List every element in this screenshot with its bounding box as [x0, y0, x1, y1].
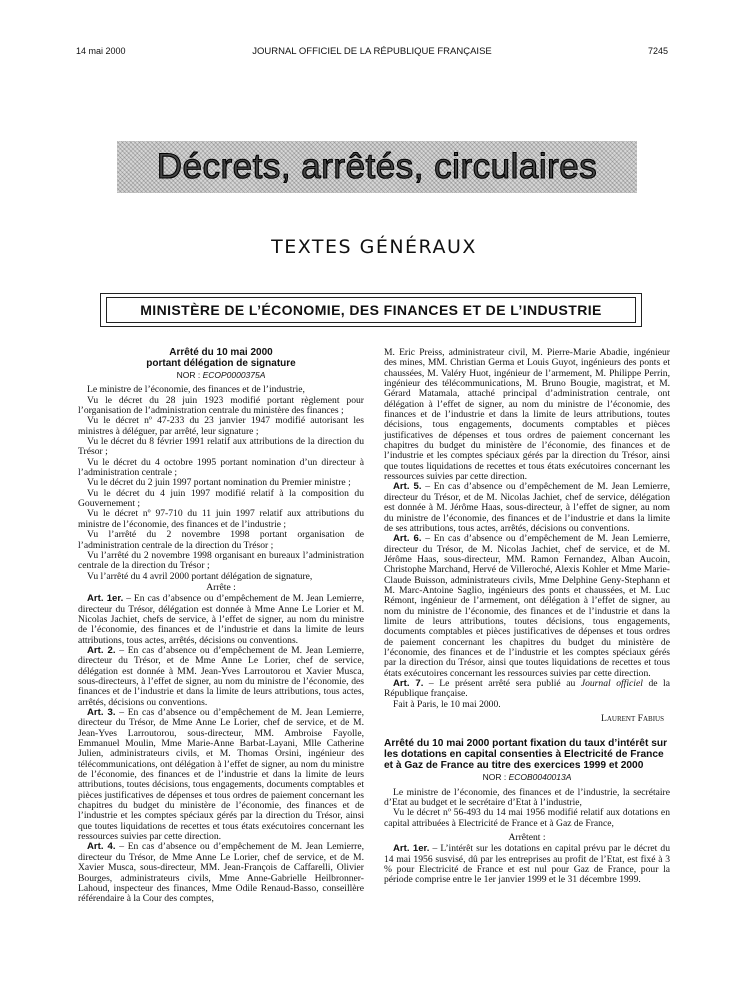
doc1-article-5	[384, 482, 670, 534]
doc1-fait-a: Fait à Paris, le 10 mai 2000.	[393, 698, 501, 710]
article-text: – En cas d’absence ou d’empêchement de M. Jean Lemierre, directeur du Trésor, de M. Nicolas Jachiet, chef de service, et de M. Jérôme Haas, sous-directeur, MM. Ramon Fernandez, Alban Aucoin, Christophe Marchand, Hervé de Villeroché, Alexis Kohler et Mme Marie-Claude Buisson, administrateurs civils, Mme Delphine Geny-Stephann et M. Marc-Antoine Saglio, ingénieurs des ponts et chaussées, et M. Luc Rémont, ingénieur de l’armement, ont délégation à l’effet de signer, au nom du ministre de l’économie, des finances et de l’industrie et dans la limite de leurs attributions, toutes décisions, tous engagements, documents comptables et pièces justificatives de dépenses et tous ordres de paiement concernant les chapitres du budget du ministère de l’économie, des finances et de l’industrie et les comptes spéciaux gérés par la direction du Trésor, ainsi que toutes liquidations de recettes et tous états exécutoires concernant les ressources suivies par cette direction.	[384, 533, 670, 679]
article-text: – En cas d’absence ou d’empêchement de M. Jean Lemierre, directeur du Trésor, délégation est donnée à Mme Anne Le Lorier et M. Nicolas Jachiet, chefs de service, à l’effet de signer, au nom du ministre de l’économie, des finances et de l’industrie et dans la limite de leurs attributions, tous actes, arrêtés, décisions ou conventions.	[78, 593, 364, 646]
article-label: Art. 4.	[87, 841, 116, 853]
header-journal-title: JOURNAL OFFICIEL DE LA RÉPUBLIQUE FRANÇAISE	[252, 46, 492, 57]
doc2-visa: Le ministre de l’économie, des finances et de l’industrie, la secrétaire d’Etat au budget et le secrétaire d’Etat à l’industrie,	[384, 786, 670, 809]
ministry-box	[100, 293, 642, 327]
doc2-nor-code: ECOB0040013A	[508, 772, 572, 783]
article-label: Art. 1er.	[87, 593, 124, 605]
doc1-visa: Vu le décret du 8 février 1991 relatif aux attributions de la direction du Trésor ;	[78, 436, 364, 458]
doc1-article-1	[78, 594, 364, 646]
article-label: Art. 2.	[87, 644, 116, 656]
right-column	[384, 348, 670, 886]
article-text: de la République française.	[384, 678, 670, 700]
doc1-visa: Vu l’arrêté du 2 novembre 1998 portant organisation de l’administration centrale de la direction du Trésor ;	[78, 529, 364, 551]
doc1-nor	[78, 370, 364, 380]
doc1-article-3	[78, 708, 364, 842]
doc1-visa: Vu l’arrêté du 4 avril 2000 portant délégation de signature,	[87, 570, 313, 582]
article-label: Art. 5.	[393, 481, 422, 493]
article-text: – L’intérêt sur les dotations en capital prévu par le décret du 14 mai 1956 susvisé, dû par les entreprises au profit de l’Etat, est fixé à 3 % pour Electricité de France et est nul pour Gaz de France, pour la période comprise entre le 1er janvier 1999 et le 31 décembre 1999.	[384, 843, 670, 886]
doc2-article-1	[384, 844, 670, 885]
header-page-number: 7245	[647, 46, 668, 56]
doc2-nor-label: NOR :	[482, 772, 507, 783]
doc1-visa: Vu le décret du 4 octobre 1995 portant nomination d’un directeur à l’administration centrale ;	[78, 456, 364, 479]
doc1-title-line1: Arrêté du 10 mai 2000	[169, 347, 273, 358]
journal-officiel-text: Journal officiel	[580, 678, 643, 689]
doc1-signature: Laurent Fabius	[601, 713, 664, 725]
doc1-visa: Vu le décret nº 97-710 du 11 juin 1997 relatif aux attributions du ministre de l’économie, des finances et de l’industrie ;	[78, 508, 364, 530]
doc1-article-7	[384, 679, 670, 700]
doc1-article-4	[78, 842, 364, 904]
doc1-title-line2: portant délégation de signature	[146, 357, 296, 369]
doc2-visa: Vu le décret nº 56-493 du 14 mai 1956 modifié relatif aux dotations en capital attribuées à Electricité de France et à Gaz de France,	[384, 807, 670, 829]
article-label: Art. 1er.	[393, 843, 430, 855]
ministry-title: MINISTÈRE DE L’ÉCONOMIE, DES FINANCES ET DE L’INDUSTRIE	[140, 302, 602, 318]
doc1-article-2	[78, 646, 364, 708]
article-text: – En cas d’absence ou d’empêchement de M. Jean Lemierre, directeur du Trésor, de Mme Anne Le Lorier, chef de service, et de M. Xavier Musca, sous-directeur, MM. Jean-François de Caffarelli, Olivier Bourges, administrateurs civils, Mme Anne-Gabrielle Heilbronner-Lahoud, inspecteur des finances, Mme Odile Renaud-Basso, conseillère référendaire à la Cour des comptes,	[78, 841, 364, 905]
doc1-arrete: Arrête :	[206, 581, 236, 593]
doc1-visa: Le ministre de l’économie, des finances et de l’industrie,	[87, 384, 305, 396]
doc1-nor-code: ECOP0000375A	[202, 370, 266, 380]
doc1-visa: Vu le décret nº 47-233 du 23 janvier 1947 modifié autorisant les ministres à déléguer, par arrêté, leur signature ;	[78, 415, 364, 437]
article-text: – En cas d’absence ou d’empêchement de M. Jean Lemierre, directeur du Trésor, et de Mme Anne Le Lorier, chef de service, délégation est donnée à MM. Jean-Yves Larroutorou et Xavier Musca, sous-directeurs, à l’effet de signer, au nom du ministre de l’économie, des finances et de l’industrie et dans la limite de leurs attributions, tous actes, arrêtés, décisions ou conventions.	[78, 644, 364, 708]
doc1-visa: Vu le décret du 28 juin 1923 modifié portant règlement pour l’organisation de l’administration centrale du ministère des finances ;	[78, 394, 364, 417]
article-text: – En cas d’absence ou d’empêchement de M. Jean Lemierre, directeur du Trésor, de Mme Anne Le Lorier, chef de service, et de M. Jean-Yves Larroutorou, sous-directeur, MM. Ambroise Fayolle, Emmanuel Moulin, Mme Marie-Anne Barbat-Layani, Mlle Catherine Julien, administrateurs civils, et M. Thomas Orsini, ingénieur des télécommunications, ont délégation à l’effet de signer, au nom du ministre de l’économie, des finances et de l’industrie et dans la limite de leurs attributions, toutes décisions, tous engagements, documents comptables et pièces justificatives de dépenses et tous ordres de paiement concernant les chapitres du budget du ministère de l’économie, des finances et de l’industrie et les comptes spéciaux gérés par la direction du Trésor, ainsi que toutes liquidations de recettes et tous états exécutoires concernant les ressources suivies par cette direction.	[78, 707, 364, 843]
section-banner	[117, 141, 637, 193]
article-label: Art. 6.	[393, 533, 422, 545]
doc2-nor	[384, 772, 670, 782]
article-text: – Le présent arrêté sera publié au	[423, 678, 581, 689]
doc1-visa: Vu l’arrêté du 2 novembre 1998 organisant en bureaux l’administration centrale de la direction du Trésor ;	[78, 549, 364, 572]
doc1-visa: Vu le décret du 2 juin 1997 portant nomination du Premier ministre ;	[87, 477, 351, 489]
doc2-arretent: Arrêtent :	[508, 832, 546, 844]
doc1-article-6	[384, 534, 670, 679]
article-label: Art. 3.	[87, 707, 116, 718]
doc1-article-4-continued: M. Eric Preiss, administrateur civil, M. Pierre-Marie Abadie, ingénieur des mines, MM. Christian Germa et Louis Guyot, ingénieurs des ponts et chaussées, M. Valéry Huot, ingénieur de l’armement, M. Philippe Perrin, ingénieur des télécommunications, M. Bruno Bougie, magistrat, et M. Gérard Matamala, attaché principal d’administration centrale, ont délégation à l’effet de signer, au nom du ministre de l’économie, des finances et de l’industrie et dans la limite de leurs attributions, toutes décisions, tous engagements, documents comptables et pièces justificatives de dépenses et tous ordres de paiement concernant les chapitres du budget du ministère de l’économie, des finances et de l’industrie et les comptes spéciaux gérés par la direction du Trésor, ainsi que toutes liquidations de recettes et tous états exécutoires concernant les ressources suivies par cette direction.	[384, 347, 670, 483]
banner-title: Décrets, arrêtés, circulaires	[156, 147, 598, 186]
doc1-nor-label: NOR :	[176, 370, 201, 380]
section-title: TEXTES GÉNÉRAUX	[271, 236, 477, 258]
doc2-title: Arrêté du 10 mai 2000 portant fixation du taux d’intérêt sur les dotations en capital consenties à Electricité de France et à Gaz de France au titre des exercices 1999 et 2000	[384, 738, 668, 772]
left-column	[78, 348, 364, 905]
article-label: Art. 7.	[393, 678, 424, 689]
doc1-visa: Vu le décret du 4 juin 1997 modifié relatif à la composition du Gouvernement ;	[78, 487, 364, 510]
page-header	[76, 46, 668, 60]
header-date: 14 mai 2000	[76, 46, 126, 56]
article-text: – En cas d’absence ou d’empêchement de M. Jean Lemierre, directeur du Trésor, et de M. Nicolas Jachiet, chef de service, délégation est donnée à M. Jérôme Haas, sous-directeur, à l’effet de signer, au nom du ministre de l’économie, des finances et de l’industrie et dans la limite de ses attributions, tous actes, arrêtés, décisions ou conventions.	[384, 481, 670, 534]
